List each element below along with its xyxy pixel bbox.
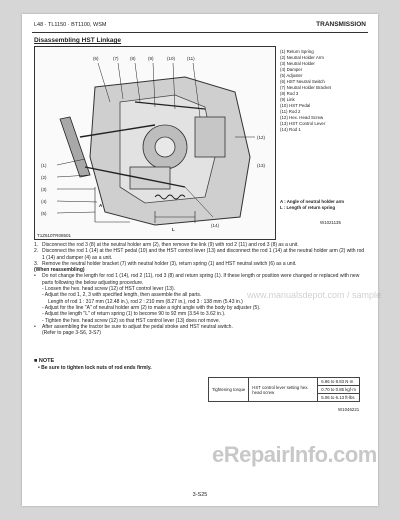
reassembly-1d: - Adjust for the line "A" of neutral holder arm (2) to make a right angle with the body by adjuster (5). xyxy=(42,304,261,311)
legend-item: (12) Hex. Head Screw xyxy=(280,115,324,120)
callout-10: (10) xyxy=(167,56,176,61)
legend-item: (13) HST Control Lever xyxy=(280,121,326,126)
header-section: TRANSMISSION xyxy=(316,21,366,28)
linkage-illustration xyxy=(35,47,275,239)
legend-item: (2) Neutral Holder Arm xyxy=(280,55,324,60)
callout-6: (6) xyxy=(93,56,99,61)
legend-item: (14) Rod 1 xyxy=(280,127,301,132)
callout-1: (1) xyxy=(41,163,47,168)
note-section xyxy=(34,358,368,371)
torque-item: HST control lever setting hex. head screw xyxy=(249,378,318,402)
torque-value-kgfm: 0.70 to 0.85 kgf·m xyxy=(318,386,360,394)
watermark-text: www.manualsdepot.com / sample xyxy=(247,290,382,300)
legend-item: (5) Adjuster xyxy=(280,73,303,78)
callout-4: (4) xyxy=(41,199,47,204)
linkage-diagram xyxy=(34,46,276,240)
legend-item: (10) HST Pedal xyxy=(280,103,311,108)
callout-3: (3) xyxy=(41,187,47,192)
callout-9: (9) xyxy=(148,56,154,61)
step-2: 2. Disconnect the rod 1 (14) at the HST pedal (10) and the HST control lever (13) and disconnect the rod 1 (14) at the neutral holder arm (2) with rod 1 (14) and damper (4) as a unit. xyxy=(34,248,368,261)
step-2-text: Disconnect the rod 1 (14) at the HST pedal (10) and the HST control lever (13) and disconnect the rod 1 (14) at the neutral holder arm (2) with rod 1 (14) and damper (4) as a unit. xyxy=(42,248,365,261)
reassembly-2-text: After assembling the tractor be sure to adjust the pedal stroke and HST neutral switch. xyxy=(42,323,233,330)
figure-id: T1Z610TR08501 xyxy=(37,233,72,238)
torque-table xyxy=(208,377,360,402)
legend-item: (11) Rod 2 xyxy=(280,109,301,114)
rod-lengths: Length of rod 1 : 317 mm (12.48 in.), rod 2 : 210 mm (8.27 in.), rod 3 : 138 mm (5.43 in.) xyxy=(48,298,243,305)
brand-watermark: eRepairInfo.com xyxy=(212,442,377,467)
callout-2: (2) xyxy=(41,175,47,180)
reassembly-2: • After assembling the tractor be sure to adjust the pedal stroke and HST neutral switch. xyxy=(34,324,368,330)
reassembly-1a: - Loosen the hex. head screw (12) of HST control lever (13). xyxy=(42,286,176,293)
page-reference: (Refer to page 3-S6, 3-S7) xyxy=(42,330,101,337)
legend-item: (8) Rod 3 xyxy=(280,91,299,96)
legend-item: (6) HST Neutral Switch xyxy=(280,79,325,84)
when-reassembling-heading: (When reassembling) xyxy=(34,267,85,274)
reassembly-1e: - Adjust the length "L" of return spring (1) to become 90 to 92 mm (3.54 to 3.62 in.). xyxy=(42,311,226,318)
header-model: L48 · TL1150 · BT1100, WSM xyxy=(34,22,107,28)
callout-14: (14) xyxy=(211,223,220,228)
torque-value-nm: 6.86 to 8.83 N·m xyxy=(318,378,360,386)
note-text: • Be sure to tighten lock nuts of rod ends firmly. xyxy=(38,365,152,371)
callout-11: (11) xyxy=(187,56,195,61)
note-heading: ■ NOTE xyxy=(34,358,55,364)
legend-item: (3) Neutral Holder xyxy=(280,61,315,66)
reassembly-1: • Do not change the length for rod 1 (14), rod 2 (11), rod 3 (8) and return spring (1). If these length or position were changed or replaced with new parts following the below adjusting procedure. xyxy=(34,273,368,286)
page-number: 3-S25 xyxy=(192,492,208,498)
figure-notes-id: W1021135 xyxy=(320,220,341,225)
page-header xyxy=(32,20,368,33)
reassembly-1-text: Do not change the length for rod 1 (14), rod 2 (11), rod 3 (8) and return spring (1). If these length or position were changed or replaced with new parts following the below adjusting procedure. xyxy=(42,273,360,286)
length-l-label: L xyxy=(172,227,175,232)
angle-a-label: A xyxy=(99,203,103,208)
callout-12: (12) xyxy=(257,135,266,140)
torque-label: Tightening torque xyxy=(209,378,249,402)
legend-item: (9) Link xyxy=(280,97,295,102)
manual-page xyxy=(22,14,382,506)
step-1: 1. Disconnect the rod 3 (8) at the neutral holder arm (2), then remove the link (9) with rod 2 (11) and rod 3 (8) as a unit. xyxy=(34,242,368,248)
step-1-text: Disconnect the rod 3 (8) at the neutral holder arm (2), then remove the link (9) with rod 2 (11) and rod 3 (8) as a unit. xyxy=(42,242,299,248)
callout-5: (5) xyxy=(41,211,47,216)
callout-7: (7) xyxy=(113,56,119,61)
section-title: Disassembling HST Linkage xyxy=(34,37,122,44)
reassembly-1b: - Adjust the rod 1, 2, 3 with specified length, then assemble the all parts. xyxy=(42,292,202,299)
step-3: 3. Remove the neutral holder bracket (7) with neutral holder (3), return spring (1) and HST neutral switch (6) as a unit. xyxy=(34,261,368,267)
torque-id: W1046221 xyxy=(338,407,360,412)
legend-item: (4) Damper xyxy=(280,67,303,72)
callout-8: (8) xyxy=(130,56,136,61)
parts-legend xyxy=(280,49,372,133)
note-length-l: L : Length of return spring xyxy=(280,205,336,210)
step-3-text: Remove the neutral holder bracket (7) with neutral holder (3), return spring (1) and HST neutral switch (6) as a unit. xyxy=(42,260,297,267)
reassembly-1f: - Tighten the hex. head screw (12) so that HST control lever (13) does not move. xyxy=(42,317,221,324)
callout-13: (13) xyxy=(257,163,266,168)
legend-item: (7) Neutral Holder Bracket xyxy=(280,85,331,90)
note-angle-a: A : Angle of neutral holder arm xyxy=(280,199,345,204)
legend-item: (1) Return Spring xyxy=(280,49,314,54)
torque-value-ftlbs: 5.06 to 6.13 ft-lbs xyxy=(318,394,360,402)
figure-notes xyxy=(280,199,372,211)
